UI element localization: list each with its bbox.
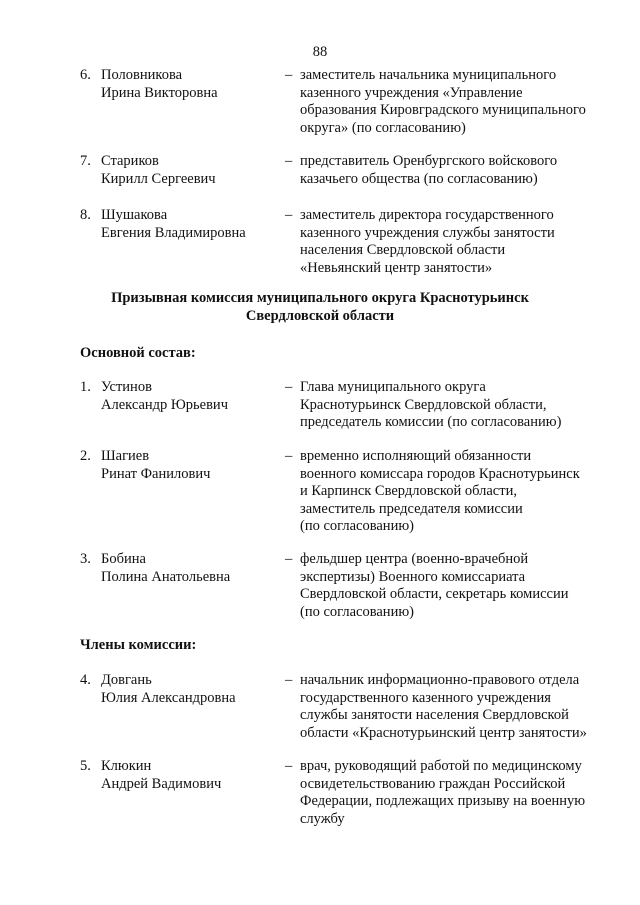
- person-role-line: заместитель директора государственного: [300, 207, 554, 223]
- person-role-line: военного комиссара городов Краснотурьинск: [300, 465, 580, 482]
- entry-number: 8.: [80, 207, 91, 223]
- person-role-line: экспертизы) Военного комиссариата: [300, 568, 526, 585]
- entry-number: 5.: [80, 758, 91, 774]
- person-role-line: области «Краснотурьинский центр занятости»: [300, 724, 587, 741]
- person-role-line: казенного учреждения службы занятости: [300, 224, 555, 241]
- person-role-line: (по согласованию): [300, 603, 414, 620]
- main-staff-label: Основной состав:: [80, 345, 196, 361]
- entry-number: 7.: [80, 153, 91, 169]
- person-name-line: Полина Анатольевна: [101, 568, 231, 585]
- entry-dash: –: [285, 153, 293, 169]
- person-role-line: врач, руководящий работой по медицинскому: [300, 758, 582, 774]
- members-label: Члены комиссии:: [80, 637, 197, 653]
- person-role-line: казачьего общества (по согласованию): [300, 170, 538, 187]
- person-name-line: Александр Юрьевич: [101, 396, 228, 413]
- person-role-line: (по согласованию): [300, 518, 414, 535]
- person-name-line: Кирилл Сергеевич: [101, 170, 216, 187]
- person-role: [300, 67, 620, 137]
- person-role-line: службу: [300, 810, 345, 827]
- entry-number: 6.: [80, 67, 91, 83]
- person-role-line: начальник информационно-правового отдела: [300, 672, 580, 688]
- person-role: [300, 153, 620, 188]
- person-name-line: Евгения Владимировна: [101, 224, 246, 241]
- person-name-line: Ринат Фанилович: [101, 465, 211, 482]
- person-name: [101, 448, 281, 483]
- person-role-line: фельдшер центра (военно-врачебной: [300, 551, 529, 567]
- person-role-line: службы занятости населения Свердловской: [300, 707, 569, 724]
- person-name-line: Ирина Викторовна: [101, 84, 218, 101]
- entry-number: 2.: [80, 448, 91, 464]
- person-role-line: Федерации, подлежащих призыву на военную: [300, 793, 586, 810]
- person-role-line: Глава муниципального округа: [300, 379, 486, 395]
- person-name: [101, 672, 281, 707]
- person-name-line: Юлия Александровна: [101, 689, 236, 706]
- person-role-line: заместитель начальника муниципального: [300, 67, 557, 83]
- person-role: [300, 207, 620, 277]
- entry-number: 1.: [80, 379, 91, 395]
- person-role: [300, 448, 620, 536]
- person-role-line: Краснотурьинск Свердловской области,: [300, 396, 547, 413]
- entry-dash: –: [285, 758, 293, 774]
- person-name: [101, 153, 281, 188]
- entry-dash: –: [285, 672, 293, 688]
- entry-number: 4.: [80, 672, 91, 688]
- person-name: [101, 379, 281, 414]
- person-role-line: представитель Оренбургского войскового: [300, 153, 558, 169]
- person-role-line: и Карпинск Свердловской области,: [300, 483, 517, 500]
- person-role-line: заместитель председателя комиссии: [300, 500, 523, 517]
- person-name-line: Половникова: [101, 67, 183, 83]
- commission-title-line-2: Свердловской области: [245, 307, 395, 324]
- person-role-line: освидетельствованию граждан Российской: [300, 775, 566, 792]
- person-name-line: Шушакова: [101, 207, 168, 223]
- person-name-line: Довгань: [101, 672, 152, 688]
- entry-dash: –: [285, 207, 293, 223]
- person-role: [300, 672, 620, 742]
- person-role-line: образования Кировградского муниципального: [300, 102, 586, 119]
- entry-number: 3.: [80, 551, 91, 567]
- person-name-line: Клюкин: [101, 758, 152, 774]
- person-role: [300, 758, 620, 828]
- person-name: [101, 551, 281, 586]
- person-role-line: председатель комиссии (по согласованию): [300, 414, 562, 431]
- person-name: [101, 207, 281, 242]
- person-name-line: Шагиев: [101, 448, 150, 464]
- person-name-line: Стариков: [101, 153, 159, 169]
- person-role-line: населения Свердловской области: [300, 242, 506, 259]
- person-role: [300, 551, 620, 621]
- person-name-line: Андрей Вадимович: [101, 775, 222, 792]
- person-role-line: Свердловской области, секретарь комиссии: [300, 586, 569, 603]
- person-name-line: Бобина: [101, 551, 146, 567]
- person-role-line: «Невьянский центр занятости»: [300, 259, 493, 276]
- entry-dash: –: [285, 551, 293, 567]
- person-role-line: казенного учреждения «Управление: [300, 84, 523, 101]
- person-name: [101, 67, 281, 102]
- person-name: [101, 758, 281, 793]
- commission-title: [0, 290, 640, 325]
- person-name-line: Устинов: [101, 379, 152, 395]
- person-role-line: временно исполняющий обязанности: [300, 448, 532, 464]
- person-role-line: государственного казенного учреждения: [300, 689, 551, 706]
- page-number: 88: [312, 44, 328, 60]
- person-role-line: округа» (по согласованию): [300, 119, 466, 136]
- entry-dash: –: [285, 379, 293, 395]
- commission-title-line-1: Призывная комиссия муниципального округа Краснотурьинск: [111, 290, 529, 306]
- entry-dash: –: [285, 448, 293, 464]
- person-role: [300, 379, 620, 432]
- entry-dash: –: [285, 67, 293, 83]
